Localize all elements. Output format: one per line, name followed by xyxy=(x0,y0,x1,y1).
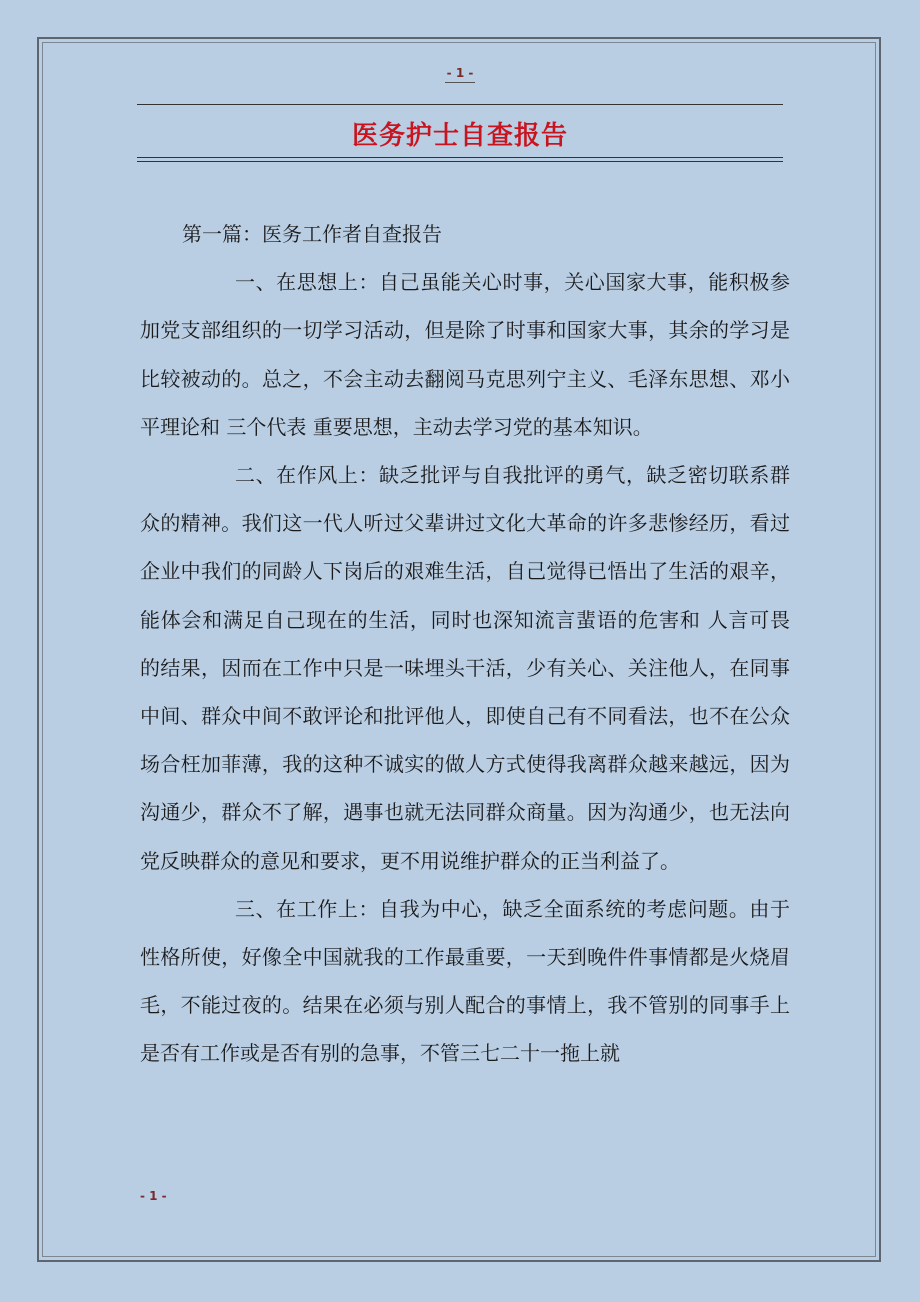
header-page-number xyxy=(0,66,920,80)
footer-page-number: - 1 - xyxy=(140,1189,167,1203)
header-page-number-text: - 1 - xyxy=(445,66,476,83)
section-subtitle: 第一篇：医务工作者自查报告 xyxy=(182,222,442,246)
document-body xyxy=(140,210,790,1078)
title-rule-top xyxy=(137,104,783,105)
title-rule-bottom xyxy=(137,157,783,162)
paragraph-thought: 一、在思想上：自己虽能关心时事，关心国家大事，能积极参加党支部组织的一切学习活动，但是除了时事和国家大事，其余的学习是比较被动的。总之，不会主动去翻阅马克思列宁主义、毛泽东思想、邓小平理论和 三个代表 重要思想，主动去学习党的基本知识。 xyxy=(140,270,790,439)
paragraph-style: 二、在作风上：缺乏批评与自我批评的勇气，缺乏密切联系群众的精神。我们这一代人听过父辈讲过文化大革命的许多悲惨经历，看过企业中我们的同龄人下岗后的艰难生活，自己觉得已悟出了生活的艰辛，能体会和满足自己现在的生活，同时也深知流言蜚语的危害和 人言可畏 的结果，因而在工作中只是一味埋头干活，少有关心、关注他人，在同事中间、群众中间不敢评论和批评他人，即使自己有不同看法，也不在公众场合枉加菲薄，我的这种不诚实的做人方式使得我离群众越来越远，因为沟通少，群众不了解，遇事也就无法同群众商量。因为沟通少，也无法向党反映群众的意见和要求，更不用说维护群众的正当利益了。 xyxy=(140,463,790,873)
document-title: 医务护士自查报告 xyxy=(351,121,568,151)
paragraph-work: 三、在工作上：自我为中心，缺乏全面系统的考虑问题。由于性格所使，好像全中国就我的工作最重要，一天到晚件件事情都是火烧眉毛，不能过夜的。结果在必须与别人配合的事情上，我不管别的同事手上是否有工作或是否有别的急事，不管三七二十一拖上就 xyxy=(140,896,790,1066)
